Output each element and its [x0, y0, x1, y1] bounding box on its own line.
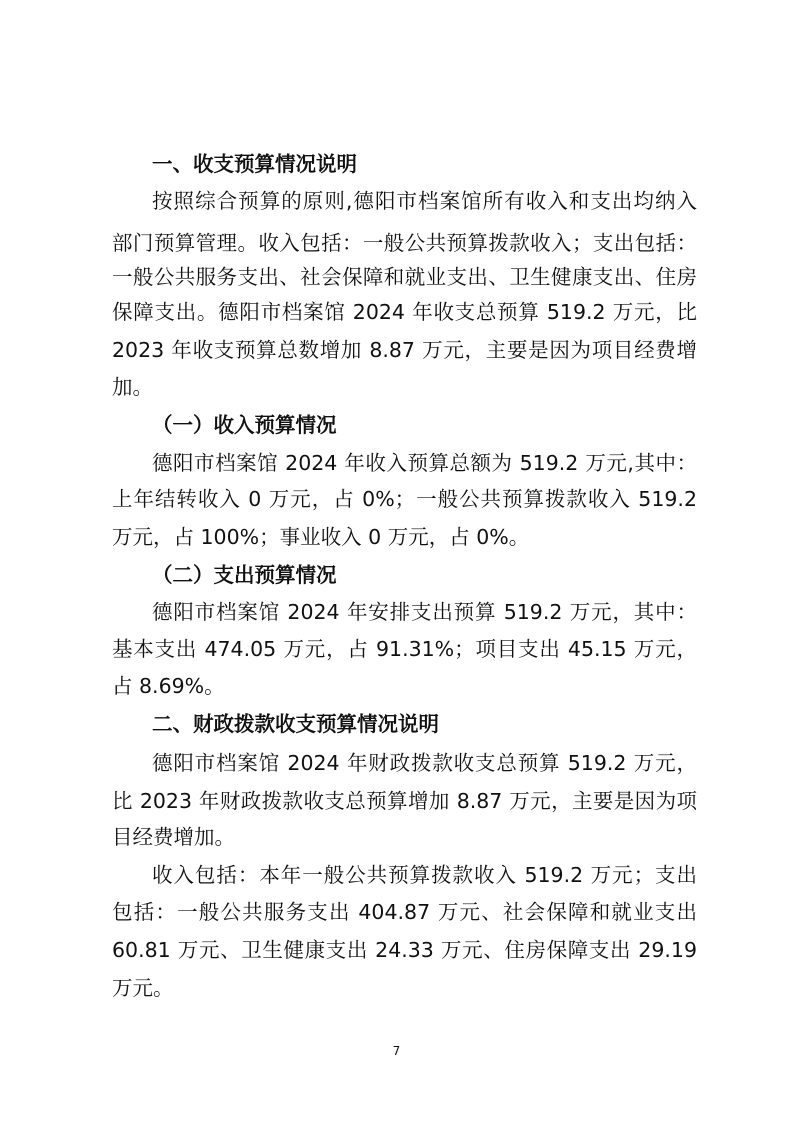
- paragraph-line: 德阳市档案馆 2024 年安排支出预算 519.2 万元，其中：: [152, 600, 697, 624]
- paragraph-line: 包括：一般公共服务支出 404.87 万元、社会保障和就业支出: [112, 900, 697, 924]
- paragraph-line: 60.81 万元、卫生健康支出 24.33 万元、住房保障支出 29.19: [112, 938, 697, 962]
- paragraph-line: 万元，占 100%；事业收入 0 万元，占 0%。: [112, 525, 530, 549]
- section-heading-2: 二、财政拨款收支预算情况说明: [152, 712, 439, 736]
- section-heading-1: 一、收支预算情况说明: [152, 152, 357, 176]
- paragraph-line: 占 8.69%。: [112, 674, 225, 698]
- paragraph-line: 目经费增加。: [112, 825, 235, 849]
- paragraph-line: 比 2023 年财政拨款收支总预算增加 8.87 万元，主要是因为项: [112, 789, 697, 813]
- page-number: 7: [392, 1044, 401, 1058]
- paragraph-line: 按照综合预算的原则,德阳市档案馆所有收入和支出均纳入: [152, 189, 697, 213]
- paragraph-line: 万元。: [112, 976, 174, 1000]
- paragraph-line: 上年结转收入 0 万元，占 0%；一般公共预算拨款收入 519.2: [112, 487, 697, 511]
- paragraph-line: 收入包括：本年一般公共预算拨款收入 519.2 万元；支出: [152, 863, 697, 887]
- paragraph-line: 2023 年收支预算总数增加 8.87 万元，主要是因为项目经费增: [112, 338, 697, 362]
- paragraph-line: 加。: [112, 375, 153, 399]
- paragraph-line: 一般公共服务支出、社会保障和就业支出、卫生健康支出、住房: [112, 265, 697, 289]
- paragraph-line: 德阳市档案馆 2024 年收入预算总额为 519.2 万元,其中：: [152, 451, 697, 475]
- paragraph-line: 德阳市档案馆 2024 年财政拨款收支总预算 519.2 万元，: [152, 751, 697, 775]
- subsection-heading-expense: （二）支出预算情况: [152, 563, 337, 587]
- subsection-heading-income: （一）收入预算情况: [152, 413, 337, 437]
- paragraph-line: 保障支出。德阳市档案馆 2024 年收支总预算 519.2 万元，比: [112, 300, 697, 324]
- paragraph-line: 基本支出 474.05 万元，占 91.31%；项目支出 45.15 万元，: [112, 637, 697, 661]
- paragraph-line: 部门预算管理。收入包括：一般公共预算拨款收入；支出包括：: [112, 231, 697, 255]
